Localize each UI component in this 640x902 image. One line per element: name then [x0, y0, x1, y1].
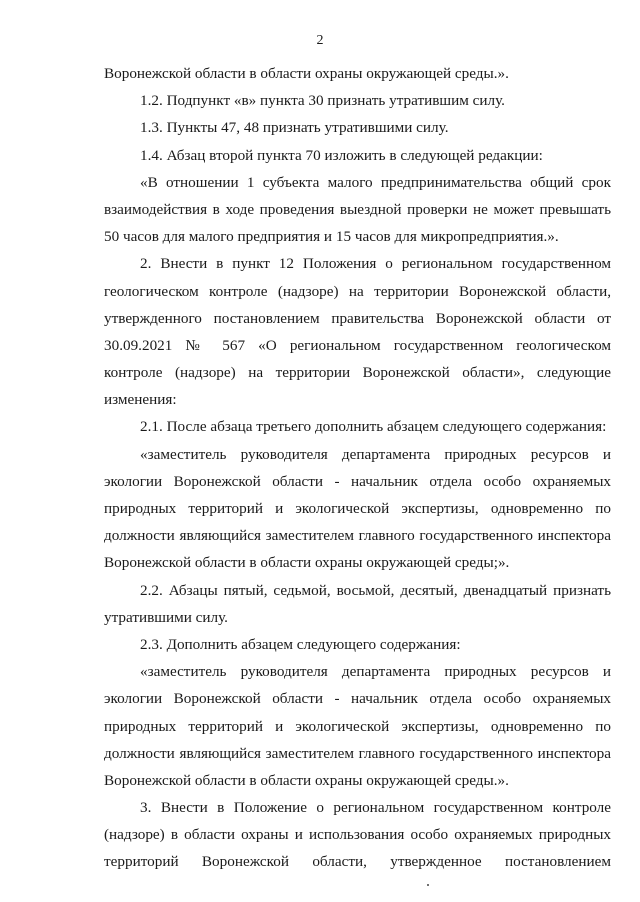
paragraph: [104, 658, 611, 794]
scan-speck: [427, 884, 429, 886]
text-line: изменения:: [104, 391, 177, 409]
paragraph: [104, 250, 611, 413]
text-line: 2. Внести в пункт 12 Положения о региональном государственном: [140, 255, 611, 273]
text-line: (надзоре) в области охраны и использования особо охраняемых природных: [104, 826, 611, 844]
text-line: контроле (надзоре) на территории Воронежской области», следующие: [104, 364, 611, 382]
document-body: [104, 60, 611, 876]
paragraph: [104, 142, 611, 169]
text-line: 2.2. Абзацы пятый, седьмой, восьмой, десятый, двенадцатый признать: [140, 581, 611, 599]
text-line: взаимодействия в ходе проведения выездной проверки не может превышать: [104, 200, 611, 218]
text-line: «заместитель руководителя департамента природных ресурсов и: [140, 663, 611, 681]
text-line: 1.2. Подпункт «в» пункта 30 признать утратившим силу.: [140, 92, 505, 110]
text-line: утратившими силу.: [104, 608, 228, 626]
text-line: должности являющийся заместителем главного государственного инспектора: [104, 744, 611, 762]
paragraph: [104, 577, 611, 631]
text-line: должности являющийся заместителем главного государственного инспектора: [104, 527, 611, 545]
paragraph: [104, 87, 611, 114]
page-number: 2: [316, 33, 324, 48]
text-line: 2.1. После абзаца третьего дополнить абзацем следующего содержания:: [140, 418, 607, 436]
text-line: природных территорий и экологической экспертизы, одновременно по: [104, 717, 611, 735]
paragraph: [104, 794, 611, 876]
text-line: Воронежской области в области охраны окружающей среды.».: [104, 771, 509, 789]
text-line: 1.4. Абзац второй пункта 70 изложить в следующей редакции:: [140, 146, 543, 164]
text-line: Воронежской области в области охраны окружающей среды;».: [104, 554, 510, 572]
text-line: 3. Внести в Положение о региональном государственном контроле: [140, 799, 611, 817]
text-line: 1.3. Пункты 47, 48 признать утратившими силу.: [140, 119, 449, 137]
text-line: «В отношении 1 субъекта малого предпринимательства общий срок: [140, 173, 611, 191]
paragraph: [104, 631, 611, 658]
text-line: утвержденного постановлением правительства Воронежской области от: [104, 309, 611, 327]
text-line: экологии Воронежской области - начальник отдела особо охраняемых: [104, 472, 611, 490]
text-line: геологическом контроле (надзоре) на территории Воронежской области,: [104, 282, 611, 300]
paragraph: [104, 169, 611, 251]
text-line: природных территорий и экологической экспертизы, одновременно по: [104, 500, 611, 517]
text-line: «заместитель руководителя департамента природных ресурсов и: [140, 445, 611, 463]
paragraph: [104, 413, 611, 440]
text-line: территорий Воронежской области, утвержденное постановлением: [104, 853, 611, 871]
text-line: 50 часов для малого предприятия и 15 часов для микропредприятия.».: [104, 228, 559, 246]
text-line: экологии Воронежской области - начальник отдела особо охраняемых: [104, 690, 611, 708]
paragraph: [104, 441, 611, 577]
text-line: 2.3. Дополнить абзацем следующего содержания:: [140, 635, 461, 653]
text-line: 30.09.2021 № 567 «О региональном государственном геологическом: [104, 336, 611, 354]
text-line: Воронежской области в области охраны окружающей среды.».: [104, 65, 509, 82]
paragraph: [104, 60, 611, 87]
paragraph: [104, 114, 611, 141]
